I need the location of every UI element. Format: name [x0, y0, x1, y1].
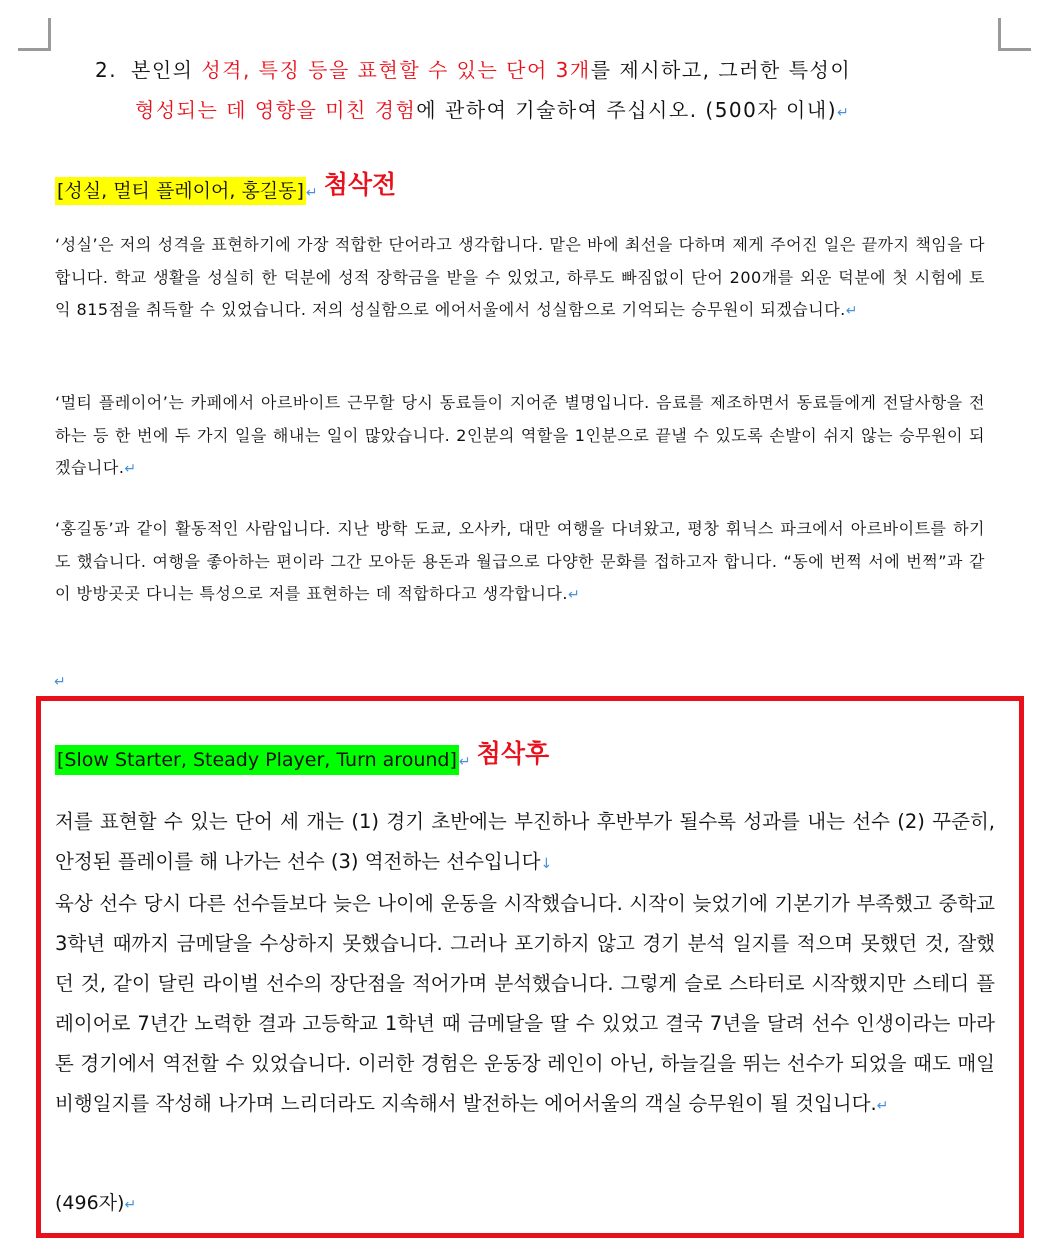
- before-paragraph-2: ‘멀티 플레이어’는 카페에서 아르바이트 근무할 당시 동료들이 지어준 별명입니다. 음료를 제조하면서 동료들에게 전달사항을 전하는 등 한 번에 두 가지 일을 해내는 일이 많았습니다. 2인분의 역할을 1인분으로 끝낼 수 있도록 손발이 쉬지 않는 승무원이 되겠습니다.↵: [55, 393, 985, 477]
- character-count: (496자)↵: [55, 1192, 137, 1214]
- before-keywords-line: [55, 165, 396, 203]
- before-paragraph-3: ‘홍길동’과 같이 활동적인 사람입니다. 지난 방학 도쿄, 오사카, 대만 여행을 다녀왔고, 평창 휘닉스 파크에서 아르바이트를 하기도 했습니다. 여행을 좋아하는 편이라 그간 모아둔 용돈과 월급으로 다양한 문화를 접하고자 합니다. “동에 번쩍 서에 번쩍”과 같이 방방곳곳 다니는 특성으로 저를 표현하는 데 적합하다고 생각합니다.↵: [55, 519, 985, 603]
- question-emphasis-2: 형성되는 데 영향을 미친 경험: [135, 98, 417, 122]
- question-number: 2.: [95, 58, 118, 82]
- question-emphasis-1: 성격, 특징 등을 표현할 수 있는 단어 3개: [201, 58, 591, 82]
- paragraph-mark-icon: ↵: [845, 303, 858, 319]
- after-body: [55, 802, 995, 1126]
- paragraph-mark-icon: ↵: [837, 105, 851, 121]
- paragraph-mark-icon: ↵: [54, 674, 66, 690]
- after-intro: 저를 표현할 수 있는 단어 세 개는 (1) 경기 초반에는 부진하나 후반부가 될수록 성과를 내는 선수 (2) 꾸준히, 안정된 플레이를 해 나가는 선수 (3) 역전하는 선수입니다↓: [55, 810, 995, 873]
- paragraph-mark-icon: ↵: [458, 754, 471, 770]
- paragraph-mark-icon: ↵: [124, 461, 137, 477]
- paragraph-mark-icon: ↵: [124, 1197, 137, 1213]
- before-keywords: [성실, 멀티 플레이어, 홍길동]: [55, 177, 306, 205]
- before-paragraph-1: ‘성실’은 저의 성격을 표현하기에 가장 적합한 단어라고 생각합니다. 맡은 바에 최선을 다하며 제게 주어진 일은 끝까지 책임을 다합니다. 학교 생활을 성실히 한 덕분에 성적 장학금을 받을 수 있었고, 하루도 빠짐없이 단어 200개를 외운 덕분에 첫 시험에 토익 815점을 취득할 수 있었습니다. 저의 성실함으로 에어서울에서 성실함으로 기억되는 승무원이 되겠습니다.↵: [55, 235, 985, 319]
- paragraph-mark-icon: ↵: [305, 185, 318, 201]
- crop-mark-top-left-icon: [18, 18, 51, 51]
- after-keywords-line: [55, 734, 549, 771]
- after-experience: 육상 선수 당시 다른 선수들보다 늦은 나이에 운동을 시작했습니다. 시작이 늦었기에 기본기가 부족했고 중학교 3학년 때까지 금메달을 수상하지 못했습니다. 그러나 포기하지 않고 경기 분석 일지를 적으며 못했던 것, 잘했던 것, 같이 달린 라이벌 선수의 장단점을 적어가며 분석했습니다. 그렇게 슬로 스타터로 시작했지만 스테디 플레이어로 7년간 노력한 결과 고등학교 1학년 때 금메달을 딸 수 있었고 결국 7년을 달려 선수 인생이라는 마라톤 경기에서 역전할 수 있었습니다. 이러한 경험은 운동장 레인이 아닌, 하늘길을 뛰는 선수가 되었을 때도 매일 비행일지를 작성해 나가며 느리더라도 지속해서 발전하는 에어서울의 객실 승무원이 될 것입니다.↵: [55, 892, 996, 1115]
- paragraph-mark-icon: ↵: [568, 587, 581, 603]
- paragraph-mark-icon: ↵: [876, 1098, 889, 1114]
- crop-mark-top-right-icon: [998, 18, 1031, 51]
- question-line-1: 2. 본인의 성격, 특징 등을 표현할 수 있는 단어 3개를 제시하고, 그러한 특성이: [95, 50, 975, 90]
- before-stamp: 첨삭전: [323, 170, 397, 199]
- line-break-mark-icon: ↓: [540, 856, 553, 872]
- question-prompt: [95, 50, 975, 133]
- after-stamp: 첨삭후: [476, 739, 550, 768]
- question-line-2: 형성되는 데 영향을 미친 경험에 관하여 기술하여 주십시오. (500자 이내)↵: [135, 98, 851, 122]
- after-keywords: [Slow Starter, Steady Player, Turn around]: [55, 745, 459, 775]
